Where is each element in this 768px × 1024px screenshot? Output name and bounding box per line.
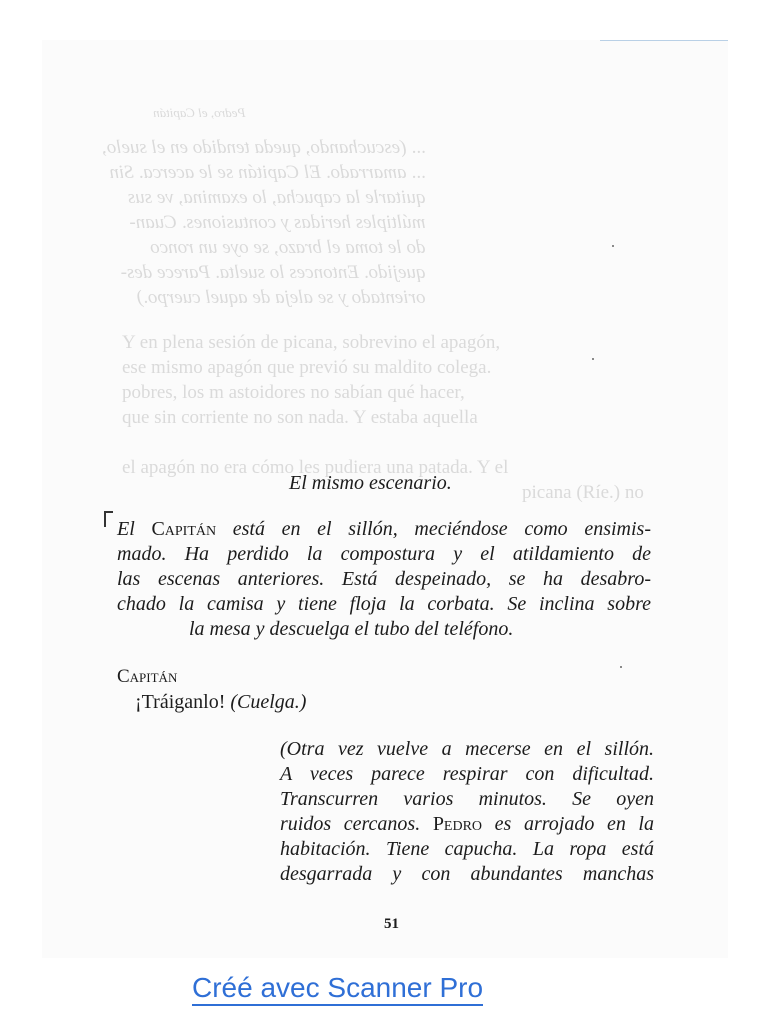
page-number: 51 — [384, 916, 399, 932]
direction-line: desgarrada y con abundantes manchas — [280, 863, 654, 885]
direction-line: A veces parece respirar con dificultad. — [280, 763, 654, 785]
stage-direction-pedro — [280, 737, 654, 887]
direction-line: El Capitán está en el sillón, meciéndose como ensimis- — [117, 518, 651, 540]
scan-edge-line — [600, 40, 728, 41]
bleed-front-line: picana (Ríe.) no — [522, 482, 644, 503]
character-name: Capitán — [151, 518, 217, 540]
direction-line: las escenas anteriores. Está despeinado, se ha desabro- — [117, 568, 651, 590]
dialogue-line — [135, 690, 306, 715]
bleed-front-line: ese mismo apagón que previó su maldito colega. — [122, 357, 492, 378]
direction-line: la mesa y descuelga el tubo del teléfono. — [189, 618, 514, 640]
bleed-reverse-line: ... (escuchando, queda tendido en el suelo, — [102, 137, 426, 158]
bleed-reverse-line: do le toma el brazo, se oye un ronco — [150, 237, 426, 258]
spoken-text: ¡Tráiganlo! — [135, 691, 226, 713]
stage-direction-captain — [117, 517, 651, 642]
direction-line: Transcurren varios minutos. Se oyen — [280, 788, 654, 810]
bleed-front-line: el apagón no era cómo les pudiera una patada. Y el — [122, 457, 509, 478]
direction-line: (Otra vez vuelve a mecerse en el sillón. — [280, 738, 654, 760]
character-name: Pedro — [432, 813, 483, 835]
scan-speck — [612, 245, 614, 247]
bleed-reverse-block — [102, 100, 425, 310]
bleed-reverse-line: quitarle la capucha, lo examina, ve sus — [127, 187, 426, 208]
bleed-reverse-line: ... amarrado. El Capitán se le acerca. Sin — [109, 162, 426, 183]
direction-line: habitación. Tiene capucha. La ropa está — [280, 838, 654, 860]
bleed-reverse-line: quejido. Entonces lo suelta. Parece des- — [120, 262, 426, 283]
corner-mark — [104, 511, 113, 527]
bleed-reverse-line: Pedro, el Capitán — [153, 105, 246, 120]
scanner-pro-watermark-link[interactable]: Créé avec Scanner Pro — [192, 972, 483, 1006]
bleed-front-line: Y en plena sesión de picana, sobrevino el apagón, — [122, 332, 501, 353]
bleed-reverse-line: múltiples heridas y contusiones. Cuan- — [129, 212, 426, 233]
bleed-reverse-line: orientado y se aleja de aquel cuerpo.) — [136, 287, 426, 308]
scan-speck — [620, 666, 622, 668]
bleed-front-line: pobres, los m astoidores no sabían qué hacer, — [122, 382, 465, 403]
direction-line: mado. Ha perdido la compostura y el atildamiento de — [117, 543, 651, 565]
bleed-front-line: que sin corriente no son nada. Y estaba aquella — [122, 407, 478, 428]
scan-speck — [592, 358, 594, 360]
direction-line: chado la camisa y tiene floja la corbata. Se inclina sobre — [117, 593, 651, 615]
inline-direction: (Cuelga.) — [230, 691, 307, 713]
speaker-name: Capitán — [117, 666, 178, 687]
direction-line: ruidos cercanos. Pedro es arrojado en la — [280, 813, 654, 835]
stage-direction-setting: El mismo escenario. — [289, 472, 452, 494]
